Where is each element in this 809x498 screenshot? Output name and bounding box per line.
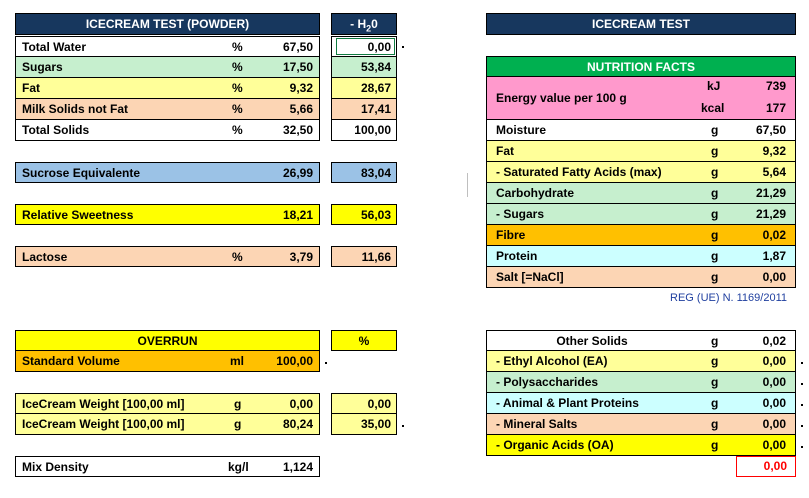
dot-marker xyxy=(402,425,404,427)
row-polysaccharides: - Polysaccharides g 0,00 xyxy=(486,372,796,393)
regulation-note: REG (UE) N. 1169/2011 xyxy=(670,292,787,304)
row-sucrose-equivalente: Sucrose Equivalente 26,99 xyxy=(15,162,320,183)
h2o-milk-solids: 17,41 xyxy=(331,99,397,120)
row-moisture: Moisture g 67,50 xyxy=(486,120,796,141)
dot-marker xyxy=(325,362,327,364)
dot-marker xyxy=(801,404,803,406)
pct-weight-2: 35,00 xyxy=(331,414,397,435)
row-sugars-nutrition: - Sugars g 21,29 xyxy=(486,204,796,225)
h2o-header: - $H_20$ xyxy=(331,13,397,35)
row-fat-nutrition: Fat g 9,32 xyxy=(486,141,796,162)
row-protein: Protein g 1,87 xyxy=(486,246,796,267)
h2o-sucrose: 83,04 xyxy=(331,162,397,183)
row-mineral-salts: - Mineral Salts g 0,00 xyxy=(486,414,796,435)
row-fibre: Fibre g 0,02 xyxy=(486,225,796,246)
dot-marker xyxy=(801,446,803,448)
row-mix-density: Mix Density kg/l 1,124 xyxy=(15,456,320,477)
h2o-fat: 28,67 xyxy=(331,78,397,99)
dot-marker xyxy=(801,383,803,385)
h2o-sugars: 53,84 xyxy=(331,57,397,78)
row-saturated-fatty-acids: - Saturated Fatty Acids (max) g 5,64 xyxy=(486,162,796,183)
row-total-water: Total Water % 67,50 xyxy=(15,36,320,57)
row-milk-solids: Milk Solids not Fat % 5,66 xyxy=(15,99,320,120)
cell-divider xyxy=(467,173,468,197)
overrun-title: OVERRUN xyxy=(15,330,320,351)
fill-handle-dot xyxy=(402,46,404,48)
row-organic-acids: - Organic Acids (OA) g 0,00 xyxy=(486,435,796,456)
row-animal-plant-proteins: - Animal & Plant Proteins g 0,00 xyxy=(486,393,796,414)
pct-weight-1: 0,00 xyxy=(331,393,397,414)
h2o-lactose: 11,66 xyxy=(331,246,397,267)
row-carbohydrate: Carbohydrate g 21,29 xyxy=(486,183,796,204)
h2o-sweetness: 56,03 xyxy=(331,204,397,225)
h2o-total-solids: 100,00 xyxy=(331,120,397,141)
row-relative-sweetness: Relative Sweetness 18,21 xyxy=(15,204,320,225)
nutrition-title: NUTRITION FACTS xyxy=(486,56,796,77)
row-lactose: Lactose % 3,79 xyxy=(15,246,320,267)
overrun-pct-header: % xyxy=(331,330,397,351)
dot-marker xyxy=(801,362,803,364)
row-salt: Salt [=NaCl] g 0,00 xyxy=(486,267,796,288)
row-icecream-weight-2: IceCream Weight [100,00 ml] g 80,24 xyxy=(15,414,320,435)
row-standard-volume: Standard Volume ml 100,00 xyxy=(15,351,320,372)
powder-title: ICECREAM TEST (POWDER) xyxy=(15,13,320,35)
other-solids-total: 0,00 xyxy=(736,456,796,477)
row-total-solids: Total Solids % 32,50 xyxy=(15,120,320,141)
dot-marker xyxy=(801,425,803,427)
test-title: ICECREAM TEST xyxy=(486,13,796,35)
row-ethyl-alcohol: - Ethyl Alcohol (EA) g 0,00 xyxy=(486,351,796,372)
row-other-solids: Other Solids g 0,02 xyxy=(486,330,796,351)
row-fat: Fat % 9,32 xyxy=(15,78,320,99)
row-energy: Energy value per 100 g kJ 739 kcal 177 xyxy=(486,77,796,120)
row-sugars: Sugars % 17,50 xyxy=(15,57,320,78)
h2o-total-water-cell[interactable]: 0,00 xyxy=(331,36,397,57)
row-icecream-weight-1: IceCream Weight [100,00 ml] g 0,00 xyxy=(15,393,320,414)
